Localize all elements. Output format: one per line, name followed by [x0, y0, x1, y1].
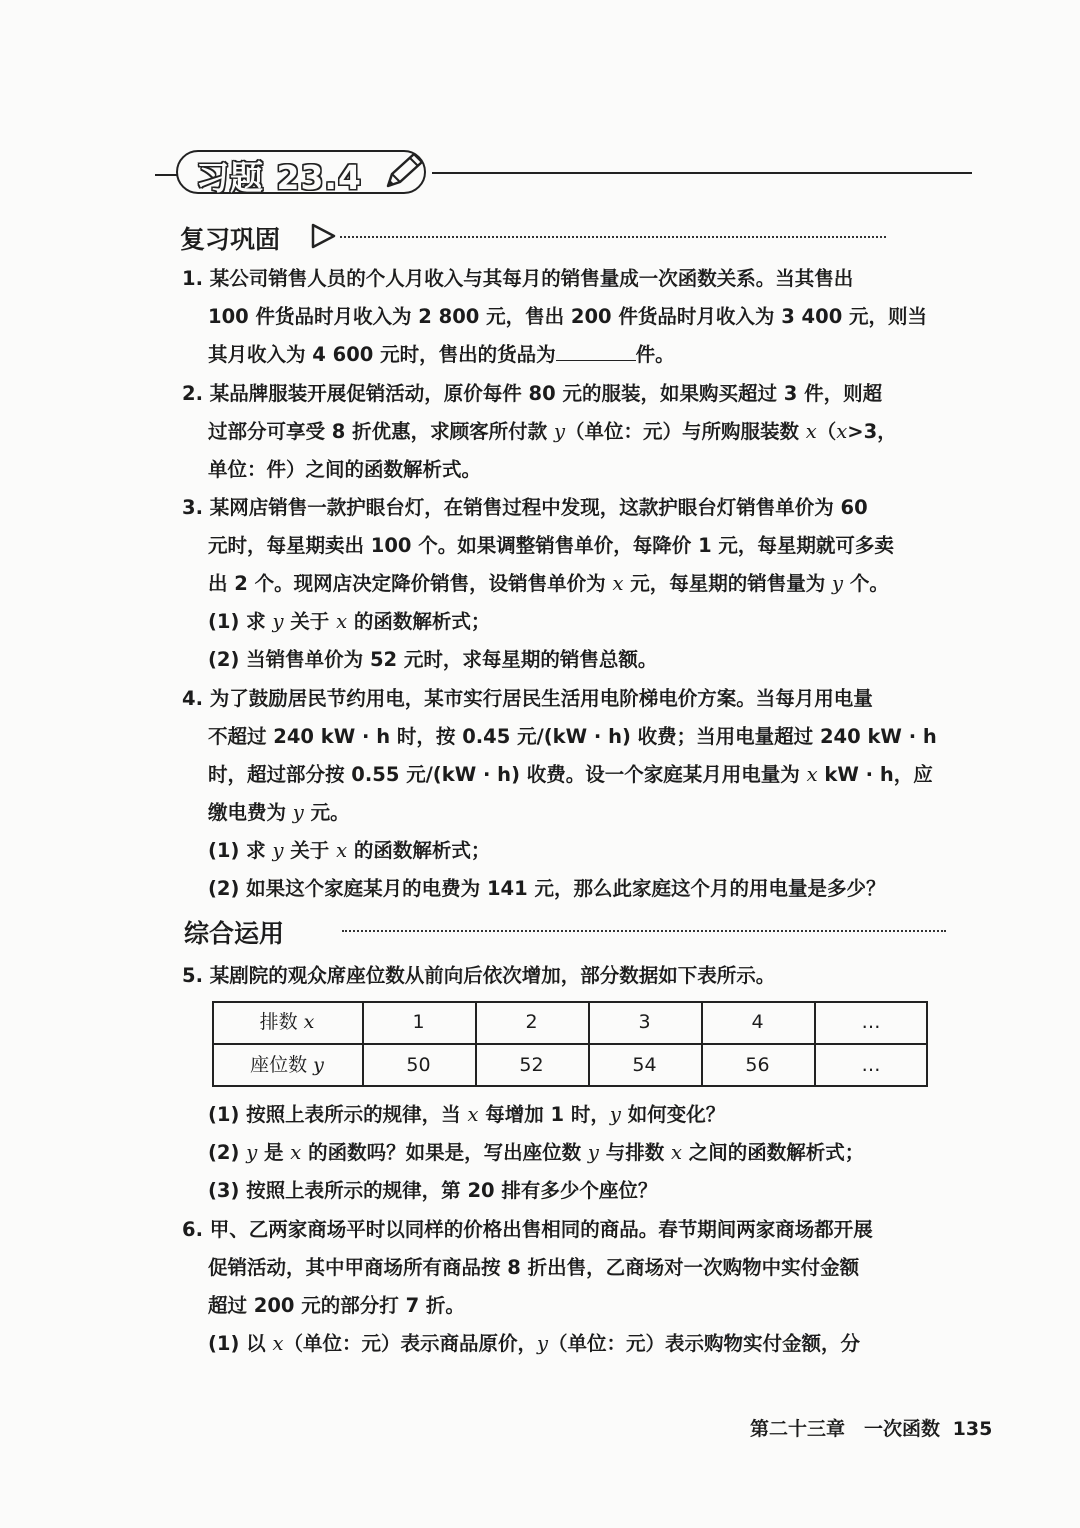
q4-sub-2: (2) 如果这个家庭某月的电费为 141 元，那么此家庭这个月的用电量是多少？: [208, 877, 886, 900]
section-applied-dots: [342, 930, 946, 932]
q4-line-1: 4. 为了鼓励居民节约用电，某市实行居民生活用电阶梯电价方案。当每月用电量: [182, 687, 873, 710]
section-review-dots: [340, 236, 886, 238]
q4-line-3: 时，超过部分按 0.55 元/(kW · h) 收费。设一个家庭某月用电量为 x kW · h，应: [208, 763, 933, 786]
q6-line-3: 超过 200 元的部分打 7 折。: [208, 1294, 465, 1317]
q3-line-2: 元时，每星期卖出 100 个。如果调整销售单价，每降价 1 元，每星期就可多卖: [208, 534, 894, 557]
header-rule-right: [432, 172, 972, 174]
q1-line-2: 100 件货品时月收入为 2 800 元，售出 200 件货品时月收入为 3 400 元，则当: [208, 305, 928, 328]
q4-line-2: 不超过 240 kW · h 时，按 0.45 元/(kW · h) 收费；当用电量超过 240 kW · h: [208, 725, 937, 748]
q3-sub-2: (2) 当销售单价为 52 元时，求每星期的销售总额。: [208, 648, 658, 671]
page-number: 135: [952, 1418, 993, 1440]
table-cell: …: [861, 1054, 881, 1076]
q6-line-2: 促销活动，其中甲商场所有商品按 8 折出售，乙商场对一次购物中实付金额: [208, 1256, 860, 1279]
q1-line-1: 1. 某公司销售人员的个人月收入与其每月的销售量成一次函数关系。当其售出: [182, 267, 854, 290]
header-rule-left: [155, 174, 177, 176]
q1-line-3: 其月收入为 4 600 元时，售出的货品为 件。: [208, 343, 675, 366]
page-footer: [750, 1414, 992, 1441]
table-row-header-rows: 排数 x: [259, 1011, 315, 1033]
q2-line-2: 过部分可享受 8 折优惠，求顾客所付款 y（单位：元）与所购服装数 x（x>3，: [208, 420, 897, 443]
q3-sub-1: (1) 求 y 关于 x 的函数解析式；: [208, 610, 491, 633]
section-applied-heading: 综合运用: [184, 919, 285, 948]
table-cell: …: [861, 1011, 881, 1033]
answer-blank[interactable]: [556, 342, 636, 361]
triangle-arrow-icon: [310, 222, 338, 250]
pencil-icon: [382, 150, 428, 192]
exercise-title: 习题 23.4: [196, 158, 362, 197]
chapter-label: 第二十三章 一次函数: [750, 1418, 941, 1440]
q4-sub-1: (1) 求 y 关于 x 的函数解析式；: [208, 839, 491, 862]
q3-line-3: 出 2 个。现网店决定降价销售，设销售单价为 x 元，每星期的销售量为 y 个。: [208, 572, 889, 595]
table-cell: 52: [519, 1054, 544, 1076]
q5-intro: 5. 某剧院的观众席座位数从前向后依次增加，部分数据如下表所示。: [182, 964, 776, 987]
q5-sub-1: (1) 按照上表所示的规律，当 x 每增加 1 时，y 如何变化？: [208, 1103, 726, 1126]
q5-sub-2: (2) y 是 x 的函数吗？如果是，写出座位数 y 与排数 x 之间的函数解析式；: [208, 1141, 865, 1164]
table-row-header-seats: 座位数 y: [250, 1054, 324, 1076]
q5-sub-3: (3) 按照上表所示的规律，第 20 排有多少个座位？: [208, 1179, 658, 1202]
table-cell: 4: [751, 1011, 764, 1033]
table-cell: 54: [632, 1054, 657, 1076]
q6-line-1: 6. 甲、乙两家商场平时以同样的价格出售相同的商品。春节期间两家商场都开展: [182, 1218, 873, 1241]
table-cell: 1: [412, 1011, 425, 1033]
table-cell: 3: [638, 1011, 651, 1033]
q3-line-1: 3. 某网店销售一款护眼台灯，在销售过程中发现，这款护眼台灯销售单价为 60: [182, 496, 868, 519]
q2-line-3: 单位：件）之间的函数解析式。: [208, 458, 482, 481]
q4-line-4: 缴电费为 y 元。: [208, 801, 350, 824]
table-cell: 2: [525, 1011, 538, 1033]
q2-line-1: 2. 某品牌服装开展促销活动，原价每件 80 元的服装，如果购买超过 3 件，则超: [182, 382, 883, 405]
table-cell: 56: [745, 1054, 770, 1076]
section-review-heading: 复习巩固: [180, 225, 281, 254]
table-cell: 50: [406, 1054, 431, 1076]
q6-sub-1: (1) 以 x（单位：元）表示商品原价，y（单位：元）表示购物实付金额，分: [208, 1332, 861, 1355]
